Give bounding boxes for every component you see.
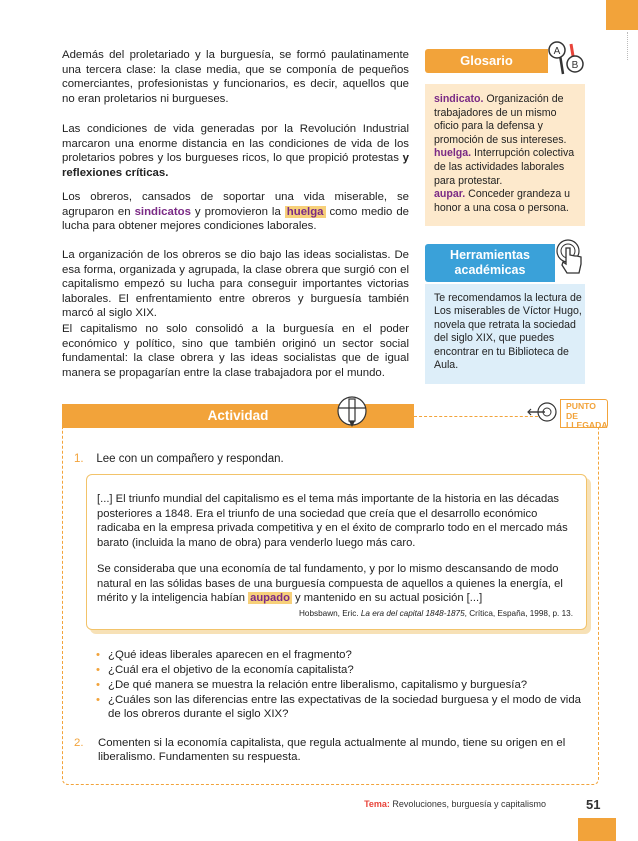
paragraph-capitalismo: El capitalismo no solo consolidó a la burguesía en el poder económico y político, sino que también originó un sector social fundamental: la clase obrera y las ideas socialistas que de igual manera se propagarían entre la clase trabajadora por el mundo. — [62, 323, 409, 379]
footer-topic-label: Tema: — [364, 799, 390, 809]
punto-llegada-label: PUNTO DE LLEGADA — [566, 401, 608, 431]
paragraph-obreros — [62, 190, 409, 234]
citation-publisher: , Crítica, España, 1998, p. 13. — [464, 609, 573, 618]
footer-topic — [364, 799, 546, 809]
glossary-term-sindicato: sindicato. — [434, 93, 484, 105]
citation-author: Hobsbawn, Eric. — [298, 609, 361, 618]
corner-tab — [606, 0, 638, 30]
glossary-text — [434, 93, 582, 215]
question-2-number: 2. — [74, 737, 84, 749]
question-1 — [74, 452, 284, 466]
herramientas-title: Herramientas académicas — [425, 244, 555, 282]
glossary-icon-letter-b: B — [571, 60, 579, 71]
paragraph-clase-media: Además del proletariado y la burguesía, se formó paulatinamente una tercera clase: la clase media, que se componía de pequeños comerciantes, profesionistas y funcionarios, es decir, aquellos que no eran proletarios ni burgueses. — [62, 49, 409, 105]
glossary-def-huelga: Interrupción colectiva de las actividades laborales para protestar. — [434, 147, 575, 187]
paragraph-obreros-a: Los obreros, cansados de soportar una vida miserable, se agruparon en — [62, 191, 409, 218]
page-tab — [578, 818, 616, 841]
activity-title: Actividad — [207, 408, 269, 423]
question-1-number: 1. — [74, 453, 84, 465]
glossary-def-aupar: Conceder grandeza u honor a una cosa o persona. — [434, 188, 571, 214]
paragraph-organizacion: La organización de los obreros se dio bajo las ideas socialistas. De esa forma, organizada y agrupada, la clase obrera que surgió con el capitalismo empezó su lucha para conseguir importantes victorias laborales. El enfrentamiento entre obreros y burguesía también marcó al siglo XIX. — [62, 249, 409, 320]
bullet-question: • ¿Cuál era el objetivo de la economía capitalista? — [96, 663, 596, 677]
glossary-term-huelga: huelga. — [434, 147, 472, 160]
question-2-text: Comenten si la economía capitalista, que regula actualmente al mundo, tiene su origen en el liberalismo. Fundamenten su respuesta. — [98, 737, 566, 764]
quote-paragraph-2 — [97, 562, 573, 606]
pointing-hand-icon — [553, 238, 587, 276]
quote-citation — [97, 609, 573, 618]
page-number: 51 — [586, 797, 601, 812]
pencil-icon — [330, 395, 374, 433]
term-huelga: huelga — [286, 205, 324, 218]
magnifier-ab-icon — [546, 40, 588, 76]
target-arrow-icon — [527, 399, 567, 429]
question-2 — [74, 736, 610, 765]
quote-paragraph-2-b: y mantenido en su actual posición [...] — [291, 592, 483, 605]
term-sindicatos: sindicatos — [134, 205, 191, 218]
bullet-question: • ¿Qué ideas liberales aparecen en el fragmento? — [96, 648, 596, 662]
term-aupado: aupado — [250, 592, 290, 605]
citation-title: La era del capital 1848-1875 — [360, 609, 465, 618]
paragraph-condiciones — [62, 122, 409, 180]
paragraph-obreros-b: y promovieron la — [190, 205, 285, 218]
paragraph-condiciones-bold: y reflexiones críticas. — [62, 152, 409, 179]
paragraph-condiciones-text: Las condiciones de vida generadas por la Revolución Industrial marcaron una enorme distancia en las condiciones de vida de los proletarios pobres y los burgueses ricos, lo que propició protestas — [62, 123, 409, 165]
footer-topic-text: Revoluciones, burguesía y capitalismo — [389, 799, 546, 809]
paragraph-obreros-c: como medio de lucha para obtener mejores condiciones laborales. — [62, 205, 410, 233]
question-1-text: Lee con un compañero y respondan. — [96, 453, 284, 465]
glossary-term-aupar: aupar. — [434, 188, 466, 201]
quote-paragraph-2-a: Se consideraba que una economía de tal fundamento, y por lo mismo descansando de modo natural en las sólidas bases de una burguesía compuesta de aquellos a quienes la energía, el mérito y la inteligencia habían — [97, 563, 563, 605]
bullet-question: • ¿De qué manera se muestra la relación entre liberalismo, capitalismo y burguesía? — [96, 678, 596, 692]
glossary-def-sindicato: Organización de trabajadores de un mismo oficio para la defensa y promoción de sus intereses. — [434, 93, 567, 146]
quote-paragraph-1: [...] El triunfo mundial del capitalismo es el tema más importante de la historia en las décadas posteriores a 1848. Era el triunfo de una sociedad que creía que el desarrollo económico radicaba en la empresa privada competitiva y en el éxito de comprarlo todo en el mercado más barato (incluida la mano de obra) para venderlo luego más caro. — [97, 493, 568, 549]
herramientas-text: Te recomendamos la lectura de Los miserables de Víctor Hugo, novela que retrata la sociedad del siglo XIX, que puedes encontrar en tu Biblioteca de Aula. — [434, 292, 582, 372]
glossary-title: Glosario — [425, 49, 548, 73]
bullet-question: • ¿Cuáles son las diferencias entre las expectativas de la sociedad burguesa y el modo de vida de los obreros durante el siglo XIX? — [96, 693, 596, 722]
glossary-icon-letter-a: A — [553, 46, 561, 57]
dotted-edge — [627, 32, 628, 60]
